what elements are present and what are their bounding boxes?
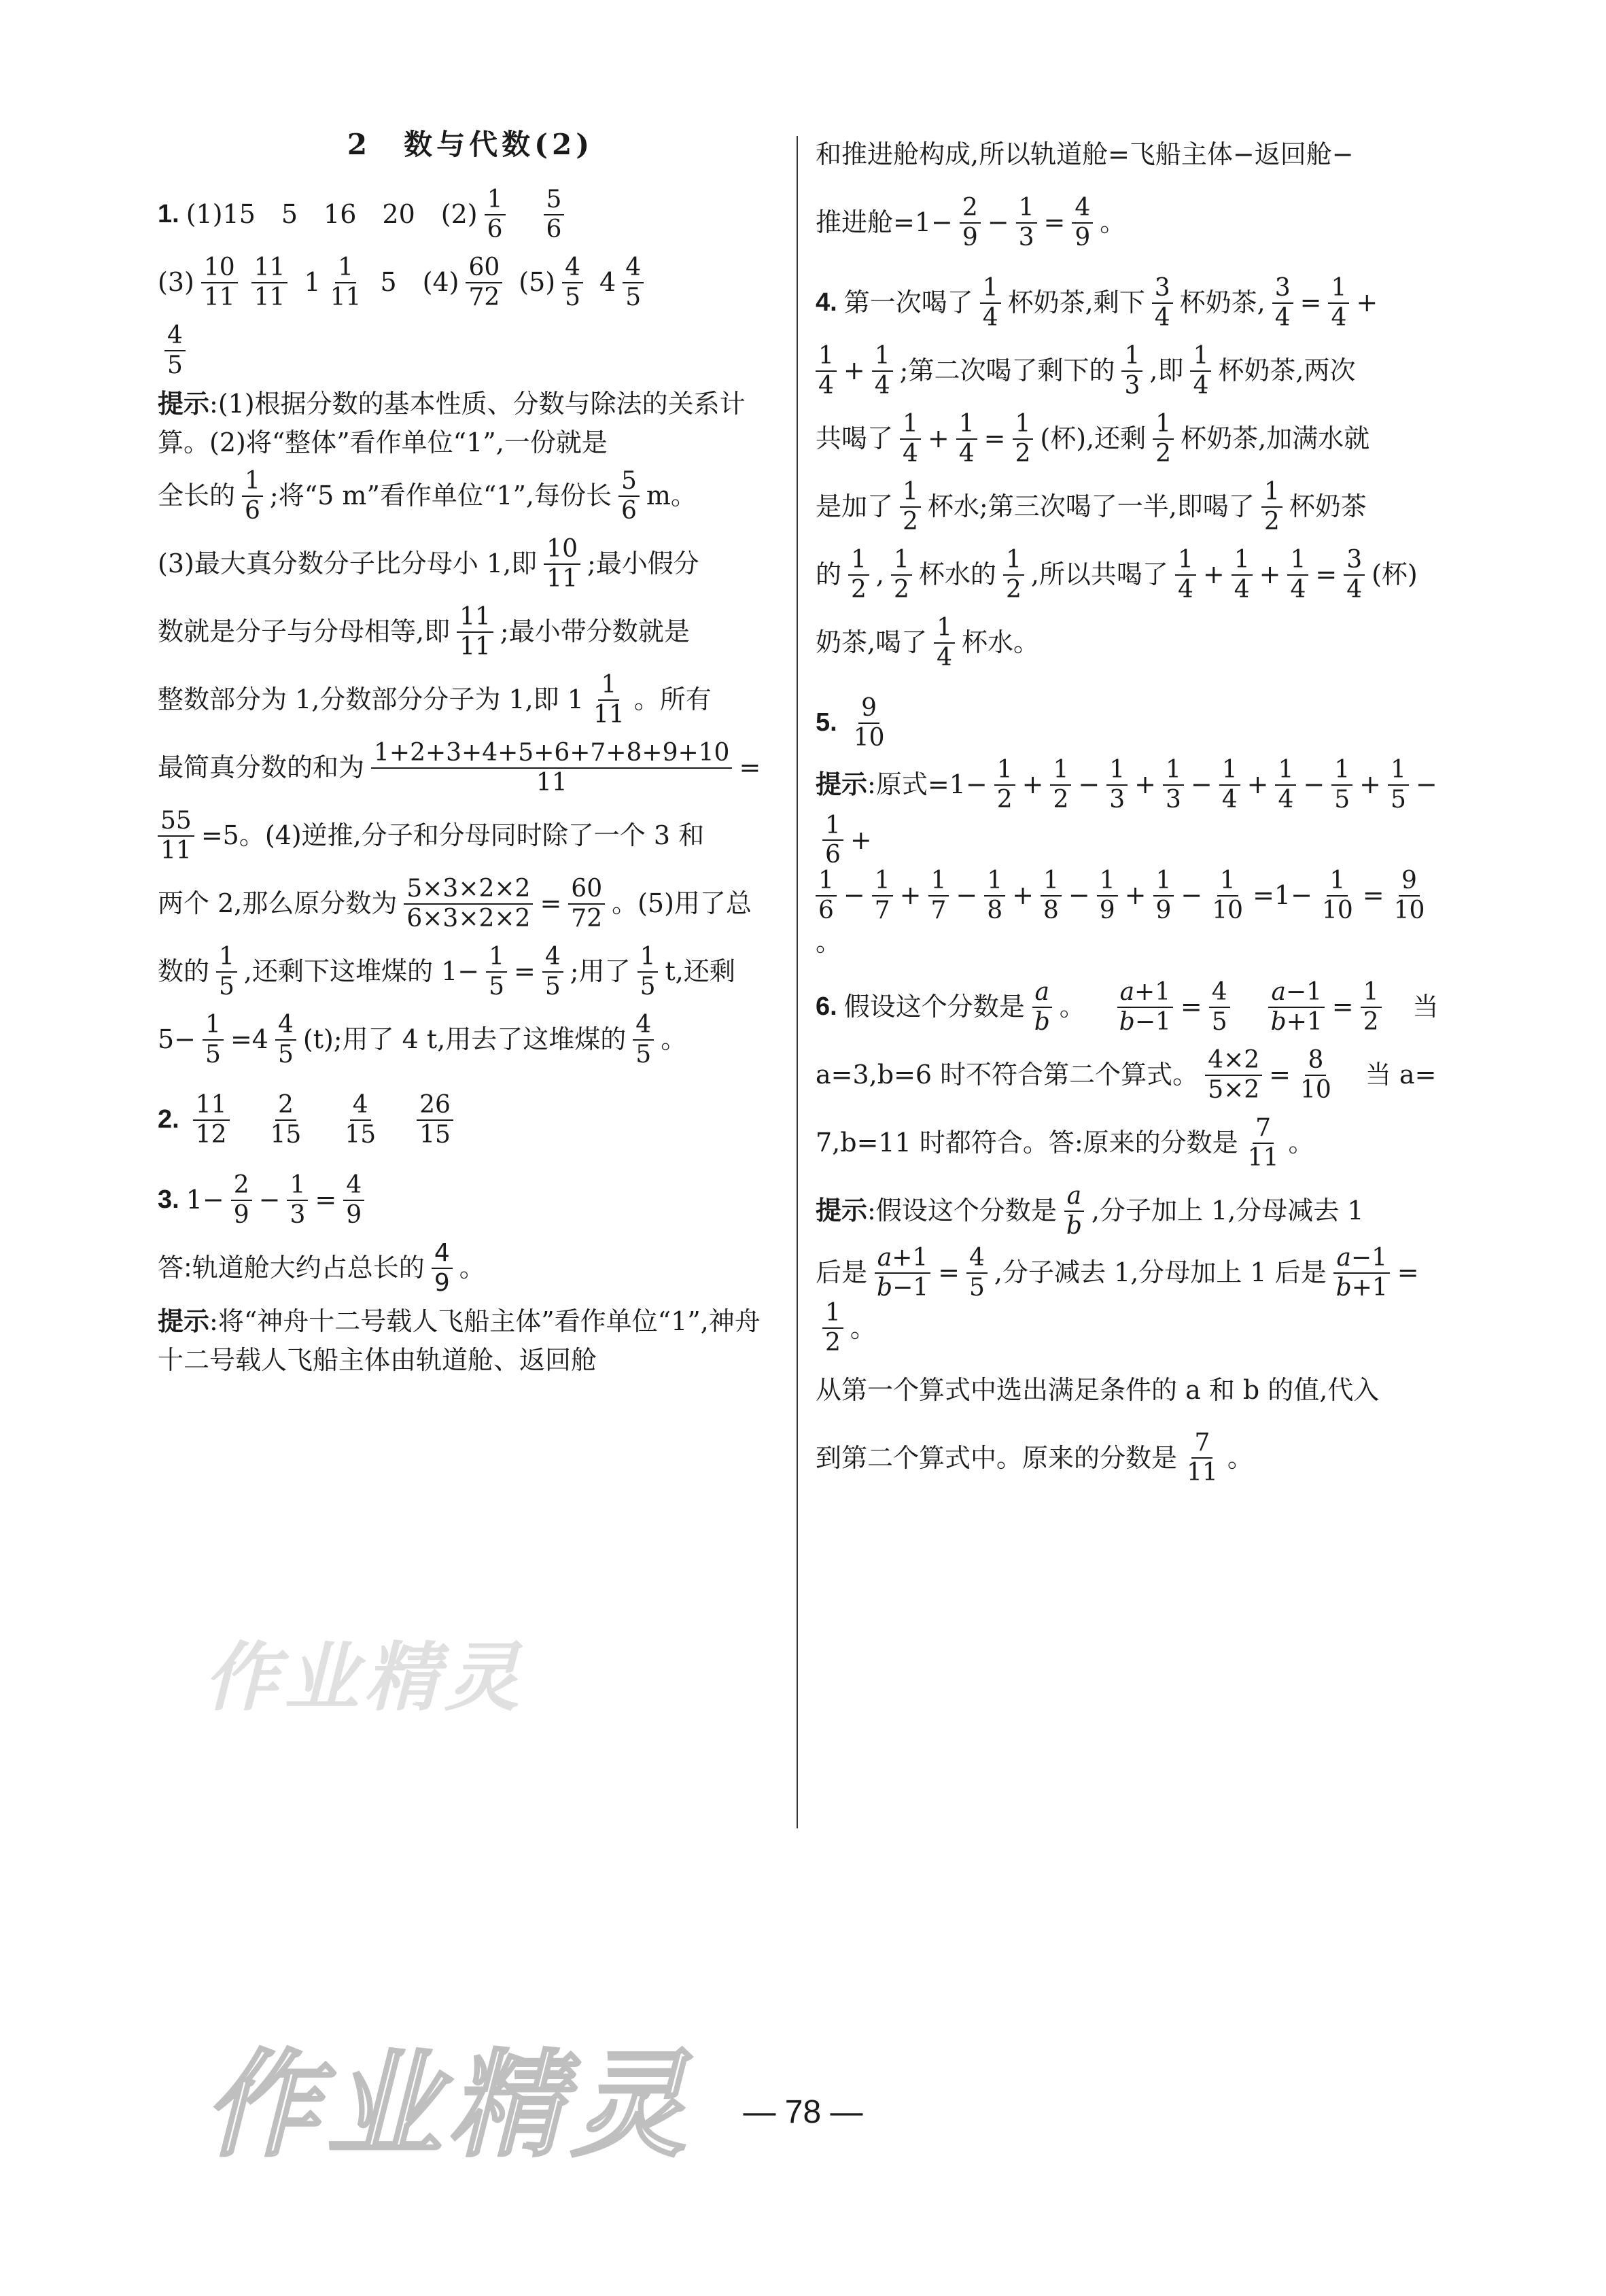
q5-hint: 提示 :原式=1− $\frac{1}{2}$ + $\frac{1}{2}$ − $\frac{1}{3}$ + $\frac{1}{3}$ − $\frac{1}{4}$ + $\frac{1}{4}$ − $\frac{1}{5}$ + $\frac{1}{5}$ − $\frac{1}{6}$ +: [816, 756, 1437, 869]
hint-label: 提示: [816, 769, 868, 800]
fraction: $\frac{1}{10}$: [1321, 867, 1353, 924]
fraction: $\frac{9}{10}$: [1393, 867, 1425, 924]
fraction: $\frac{1}{4}$: [1275, 757, 1296, 813]
q1-l2-text: (5): [519, 267, 556, 298]
fraction: $\frac{4}{5}$: [164, 323, 186, 379]
fraction: $\frac{1}{4}$: [872, 343, 893, 399]
fraction: $\frac{3}{4}$: [1152, 275, 1173, 331]
q1-hint-line: 整数部分为 1,分数部分分子为 1,即 1 $\frac{1}{11}$ 。所有: [158, 671, 712, 729]
fraction: $\frac{55}{11}$: [158, 808, 194, 864]
q5-hint: $\frac{1}{6}$ − $\frac{1}{7}$ + $\frac{1}{7}$ − $\frac{1}{8}$ + $\frac{1}{8}$ − $\frac{1}{9}$ + $\frac{1}{9}$ − $\frac{1}{10}$ =1− $\frac{1}{10}$ = $\frac{9}{10}$ 。: [816, 868, 1441, 961]
column-divider: [797, 136, 798, 1828]
q5-line: [816, 689, 1441, 757]
section-title: 2 数与代数(2): [347, 128, 594, 161]
fraction: $\frac{2}{9}$: [231, 1172, 252, 1228]
fraction: $\frac{1}{2}$: [1153, 411, 1174, 467]
fraction: $\frac{7}{11}$: [1247, 1114, 1279, 1172]
fraction: $\frac{1}{5}$: [216, 944, 237, 1000]
q5-number: 5.: [816, 708, 837, 737]
q3-expression: 3. 1− $\frac{2}{9}$ − $\frac{1}{3}$ = $\frac{4}{9}$: [158, 1166, 783, 1234]
fraction: $\frac{11}{12}$: [193, 1092, 230, 1148]
fraction: $\frac{1}{11}$: [593, 671, 625, 729]
fraction: $\frac{4\times 2}{5\times 2}$: [1205, 1047, 1262, 1103]
q1-hint: 提示:(1)根据分数的基本性质、分数与除法的关系计算。(2)将“整体”看作单位“1”,一份就是: [158, 389, 746, 457]
fraction: $\frac{1+2+3+4+5+6+7+8+9+10}{11}$: [371, 740, 732, 796]
fraction: $\frac{2}{9}$: [960, 195, 981, 251]
q6-number: 6.: [816, 992, 837, 1022]
q1-l2-text: 5 (4): [380, 267, 459, 298]
fraction: $\frac{2}{15}$: [270, 1091, 302, 1149]
fraction: $\frac{1}{5}$: [1331, 757, 1352, 813]
fraction: $\frac{4}{15}$: [345, 1091, 377, 1149]
q1-hint-line: 两个 2,那么原分数为 $\frac{5\times 3\times 2\times 2}{6\times 3\times 2\times 2}$ = $\frac{60}{72}$ 。(5)用了总: [158, 875, 752, 933]
fraction: $\frac{a-1}{b+1}$: [1333, 1245, 1391, 1301]
question-4: [816, 269, 1441, 677]
fraction: $\frac{1}{2}$: [1003, 547, 1024, 603]
fraction: $\frac{9}{10}$: [853, 694, 885, 752]
fraction: $\frac{1}{4}$: [1232, 547, 1253, 603]
hint-label: 提示: [816, 1196, 868, 1226]
q4-line: 奶茶,喝了 $\frac{1}{4}$ 杯水。: [816, 614, 1040, 672]
fraction: $\frac{1}{4}$: [816, 343, 837, 399]
question-6: [816, 973, 1441, 1492]
q6-line: 7,b=11 时都符合。答:原来的分数是 $\frac{7}{11}$ 。: [816, 1114, 1314, 1172]
fraction: $\frac{7}{11}$: [1187, 1429, 1218, 1487]
fraction: $\frac{3}{4}$: [1272, 275, 1293, 331]
fraction: $\frac{4}{5}$: [623, 255, 644, 311]
fraction: $\frac{4}{5}$: [633, 1012, 654, 1068]
fraction: $\frac{3}{4}$: [1344, 547, 1365, 603]
fraction: $\frac{1}{2}$: [891, 547, 912, 603]
q1-hint-line: 5− $\frac{1}{5}$ =4 $\frac{4}{5}$ (t);用了 4 t,用去了这堆煤的 $\frac{4}{5}$ 。: [158, 1011, 687, 1068]
fraction: $\frac{1}{4}$: [956, 411, 977, 467]
q1-l2-text: (3): [158, 267, 194, 298]
fraction: $\frac{60}{72}$: [466, 255, 502, 311]
watermark-logo: 作业精灵: [204, 2038, 694, 2173]
fraction: $\frac{1}{10}$: [1212, 867, 1244, 924]
fraction: $\frac{1}{6}$: [822, 813, 843, 869]
fraction: $\frac{11}{11}$: [251, 255, 288, 311]
fraction: $\frac{26}{15}$: [417, 1092, 453, 1148]
q1-hint-line: 最简真分数的和为 $\frac{1+2+3+4+5+6+7+8+9+10}{11}$ =: [158, 739, 761, 797]
q1-line3: [158, 317, 783, 385]
fraction: $\frac{1}{2}$: [900, 479, 921, 535]
fraction: $\frac{1}{2}$: [1261, 479, 1282, 535]
fraction: $\frac{1}{8}$: [984, 868, 1005, 924]
q4-line: 共喝了 $\frac{1}{4}$ + $\frac{1}{4}$ = $\frac{1}{2}$ (杯),还剩 $\frac{1}{2}$ 杯奶茶,加满水就: [816, 410, 1370, 468]
fraction: $\frac{a}{b}$: [1032, 979, 1053, 1035]
fraction: $\frac{1}{5}$: [1388, 757, 1409, 813]
fraction: $\frac{1}{3}$: [1163, 757, 1184, 813]
fraction: $\frac{4}{9}$: [432, 1240, 453, 1296]
page-number: — 78 —: [743, 2094, 863, 2130]
fraction: $\frac{5}{6}$: [544, 187, 565, 243]
q1-hint-line: $\frac{55}{11}$ =5。(4)逆推,分子和分母同时除了一个 3 和: [158, 802, 783, 870]
fraction: $\frac{1}{2}$: [1361, 979, 1382, 1035]
fraction: $\frac{1}{6}$: [485, 187, 506, 243]
q3-continuation: 和推进舱构成,所以轨道舱=飞船主体−返回舱−: [816, 139, 1354, 170]
fraction: $\frac{1}{2}$: [994, 757, 1015, 813]
left-column: [158, 122, 783, 1392]
q6-hint: 到第二个算式中。原来的分数是 $\frac{7}{11}$ 。: [816, 1429, 1253, 1487]
q6-hint: 从第一个算式中选出满足条件的 a 和 b 的值,代入: [816, 1374, 1380, 1405]
fraction: $\frac{4}{9}$: [1072, 195, 1093, 251]
mixed-whole: 4: [599, 267, 616, 298]
question-2: [158, 1086, 783, 1154]
fraction: $\frac{10}{11}$: [544, 536, 580, 592]
fraction: $\frac{5\times 3\times 2\times 2}{6\times 3\times 2\times 2}$: [404, 876, 533, 932]
fraction: $\frac{4}{5}$: [1209, 979, 1230, 1035]
watermark: 作业精灵: [204, 1634, 525, 1721]
q1-hint-line: 全长的 $\frac{1}{6}$ ;将“5 m”看作单位“1”,每份长 $\frac{5}{6}$ m。: [158, 467, 697, 525]
q3-hint: 提示:将“神舟十二号载人飞船主体”看作单位“1”,神舟十二号载人飞船主体由轨道舱、返回舱: [158, 1306, 761, 1375]
q4-number: 4.: [816, 288, 837, 317]
fraction: $\frac{60}{72}$: [568, 876, 605, 932]
fraction: $\frac{1}{3}$: [1016, 195, 1037, 251]
fraction: $\frac{1}{4}$: [1190, 343, 1211, 399]
q4-line: 是加了 $\frac{1}{2}$ 杯水;第三次喝了一半,即喝了 $\frac{1}{2}$ 杯奶茶: [816, 478, 1367, 536]
fraction: $\frac{1}{2}$: [848, 547, 869, 603]
fraction: $\frac{1}{3}$: [287, 1172, 308, 1228]
q3-continuation: 推进舱=1− $\frac{2}{9}$ − $\frac{1}{3}$ = $\frac{4}{9}$ 。: [816, 194, 1126, 251]
fraction: $\frac{1}{5}$: [486, 944, 507, 1000]
fraction: $\frac{10}{11}$: [201, 255, 238, 311]
fraction: $\frac{4}{5}$: [562, 255, 583, 311]
q4-line: $\frac{1}{4}$ + $\frac{1}{4}$ ;第二次喝了剩下的 $\frac{1}{3}$ ,即 $\frac{1}{4}$ 杯奶茶,两次: [816, 337, 1441, 405]
fraction: $\frac{4}{9}$: [343, 1172, 364, 1228]
q6-hint: 后是 $\frac{a+1}{b-1}$ = $\frac{4}{5}$ ,分子减去 1,分母加上 1 后是 $\frac{a-1}{b+1}$ = $\frac{1}{2}$ 。: [816, 1243, 1419, 1357]
fraction: $\frac{1}{2}$: [822, 1300, 843, 1356]
fraction: $\frac{4}{5}$: [275, 1012, 296, 1068]
q4-line: 4. 第一次喝了 $\frac{1}{4}$ 杯奶茶,剩下 $\frac{3}{4}$ 杯奶茶, $\frac{3}{4}$ = $\frac{1}{4}$ +: [816, 274, 1378, 332]
fraction: $\frac{1}{3}$: [1106, 757, 1128, 813]
q2-line: [158, 1086, 783, 1154]
fraction: $\frac{a+1}{b-1}$: [1117, 979, 1174, 1035]
q1-hint-line: 数就是分子与分母相等,即 $\frac{11}{11}$ ;最小带分数就是: [158, 603, 690, 661]
question-1: [158, 181, 783, 1074]
fraction: $\frac{1}{9}$: [1153, 868, 1174, 924]
fraction: $\frac{1}{6}$: [242, 468, 263, 524]
fraction: $\frac{1}{7}$: [928, 868, 949, 924]
fraction: $\frac{1}{4}$: [1175, 547, 1196, 603]
fraction: $\frac{1}{11}$: [330, 254, 362, 311]
fraction: $\frac{4}{5}$: [966, 1245, 988, 1301]
fraction: $\frac{1}{2}$: [1050, 757, 1071, 813]
fraction: $\frac{8}{10}$: [1300, 1046, 1331, 1104]
fraction: $\frac{4}{5}$: [542, 944, 563, 1000]
fraction: $\frac{a}{b}$: [1064, 1183, 1085, 1239]
q1-hint-line: 数的 $\frac{1}{5}$ ,还剩下这堆煤的 1− $\frac{1}{5}$ = $\frac{4}{5}$ ;用了 $\frac{1}{5}$ t,还剩: [158, 943, 735, 1001]
q1-hint-line: (3)最大真分数分子比分母小 1,即 $\frac{10}{11}$ ;最小假分: [158, 535, 699, 593]
q4-line: 的 $\frac{1}{2}$ , $\frac{1}{2}$ 杯水的 $\frac{1}{2}$ ,所以共喝了 $\frac{1}{4}$ + $\frac{1}{4}$ + $\frac{1}{4}$ = $\frac{3}{4}$ (杯): [816, 546, 1418, 604]
fraction: $\frac{1}{5}$: [203, 1012, 224, 1068]
q3-number: 3.: [158, 1185, 179, 1215]
hint-label: 提示: [158, 389, 210, 419]
fraction: $\frac{a-1}{b+1}$: [1268, 979, 1325, 1035]
q6-line: 6. 假设这个分数是 $\frac{a}{b}$ 。 $\frac{a+1}{b-1}$ = $\frac{4}{5}$ $\frac{a-1}{b+1}$ = $\frac{1}{2}$ 当: [816, 978, 1439, 1036]
fraction: $\frac{1}{4}$: [934, 615, 955, 671]
fraction: $\frac{11}{11}$: [457, 604, 493, 660]
fraction: $\frac{1}{5}$: [638, 944, 659, 1000]
fraction: $\frac{5}{6}$: [618, 468, 640, 524]
mixed-whole: 1: [304, 267, 321, 298]
right-column: [816, 121, 1441, 1504]
q1-number: 1.: [158, 200, 179, 229]
hint-label: 提示: [158, 1306, 210, 1336]
question-5: [816, 689, 1441, 961]
fraction: $\frac{1}{8}$: [1041, 868, 1062, 924]
fraction: $\frac{1}{4}$: [1219, 757, 1240, 813]
q1-l1-text: (1)15 5 16 20 (2): [186, 199, 478, 230]
q6-line: a=3,b=6 时不符合第二个算式。 $\frac{4\times 2}{5\times 2}$ = $\frac{8}{10}$ 当 a=: [816, 1046, 1437, 1104]
q1-line1: [158, 181, 783, 249]
q6-hint: 提示 :假设这个分数是 $\frac{a}{b}$ ,分子加上 1,分母减去 1: [816, 1182, 1364, 1240]
fraction: $\frac{a+1}{b-1}$: [874, 1245, 931, 1301]
q1-line2: [158, 249, 783, 317]
q2-number: 2.: [158, 1105, 179, 1134]
fraction: $\frac{1}{6}$: [816, 868, 837, 924]
fraction: $\frac{1}{4}$: [980, 275, 1001, 331]
q3-answer: 答:轨道舱大约占总长的 $\frac{4}{9}$ 。: [158, 1239, 485, 1297]
fraction: $\frac{1}{4}$: [1287, 547, 1308, 603]
fraction: $\frac{1}{3}$: [1121, 343, 1142, 399]
fraction: $\frac{1}{9}$: [1097, 868, 1118, 924]
fraction: $\frac{1}{7}$: [872, 868, 893, 924]
fraction: $\frac{1}{2}$: [1013, 411, 1034, 467]
question-3: [158, 1166, 783, 1380]
fraction: $\frac{1}{4}$: [900, 411, 921, 467]
fraction: $\frac{1}{4}$: [1328, 275, 1349, 331]
